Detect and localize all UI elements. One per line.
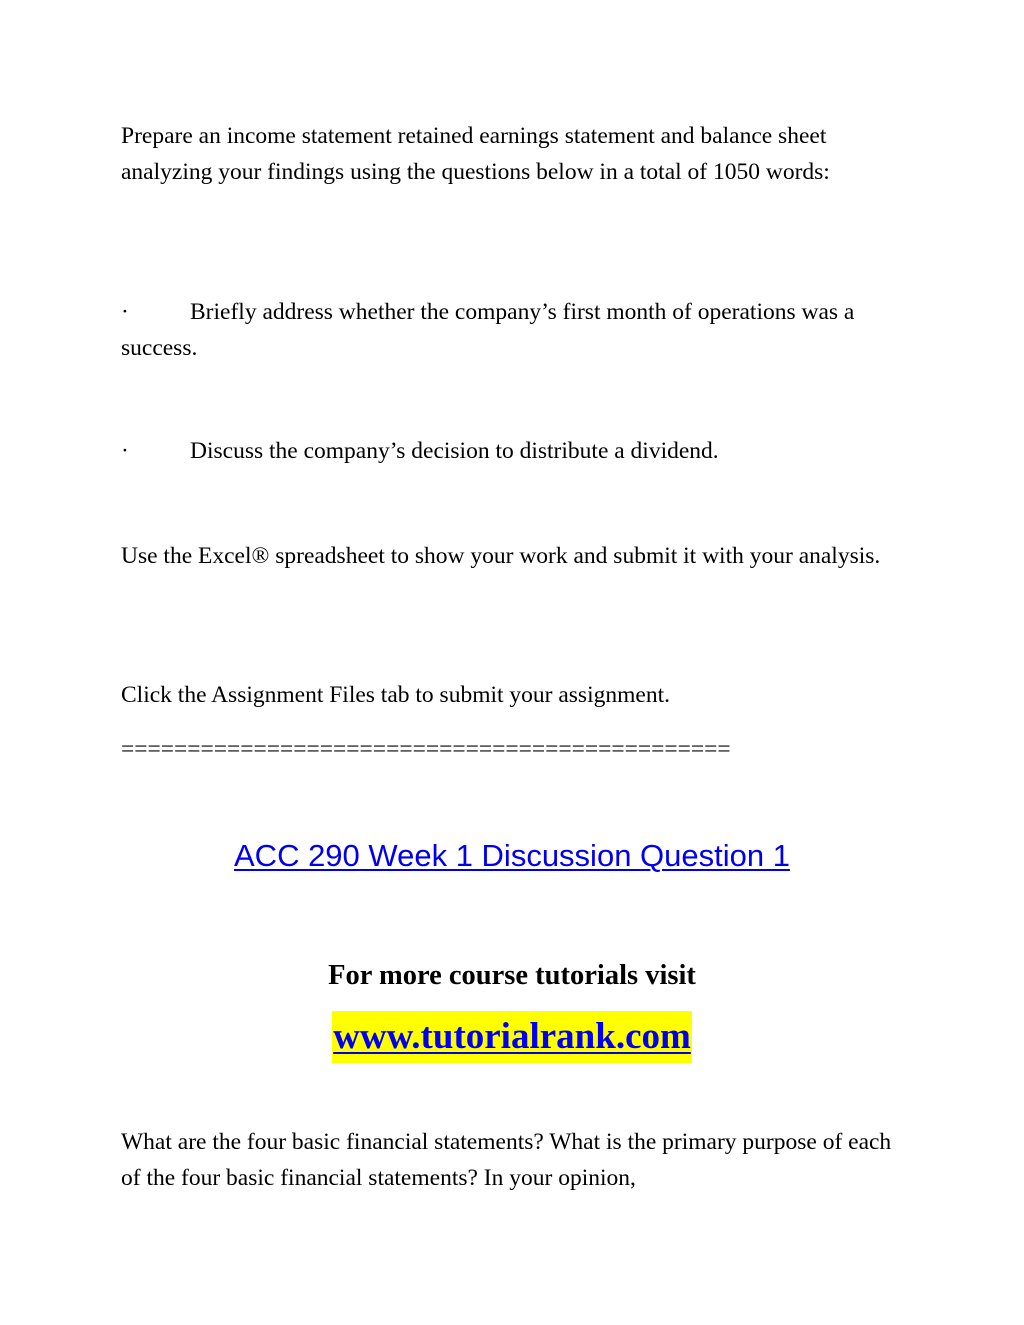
site-link-container bbox=[0, 1011, 1024, 1063]
bullet-text: Discuss the company’s decision to distribute a dividend. bbox=[190, 438, 719, 464]
bullet-text: Briefly address whether the company’s first month of operations was a success. bbox=[121, 299, 855, 361]
visit-text: For more course tutorials visit bbox=[328, 960, 696, 991]
separator-line: ============================================== bbox=[121, 736, 731, 762]
bullet-item-first-month bbox=[121, 294, 911, 366]
bullet-dot-icon: · bbox=[121, 299, 129, 325]
excel-paragraph: Use the Excel® spreadsheet to show your work and submit it with your analysis. bbox=[121, 543, 881, 569]
discussion-question-link[interactable]: ACC 290 Week 1 Discussion Question 1 bbox=[234, 838, 790, 873]
tutorialrank-link[interactable]: www.tutorialrank.com bbox=[332, 1011, 692, 1063]
question-paragraph: What are the four basic financial statements? What is the primary purpose of each of the four basic financial statements? In your opinion, bbox=[121, 1129, 892, 1191]
intro-paragraph: Prepare an income statement retained earnings statement and balance sheet analyzing your findings using the questions below in a total of 1050 words: bbox=[121, 123, 830, 185]
submit-paragraph: Click the Assignment Files tab to submit your assignment. bbox=[121, 682, 670, 708]
bullet-dot-icon: · bbox=[121, 438, 129, 464]
discussion-heading bbox=[0, 836, 1024, 876]
bullet-item-dividend bbox=[121, 433, 911, 469]
